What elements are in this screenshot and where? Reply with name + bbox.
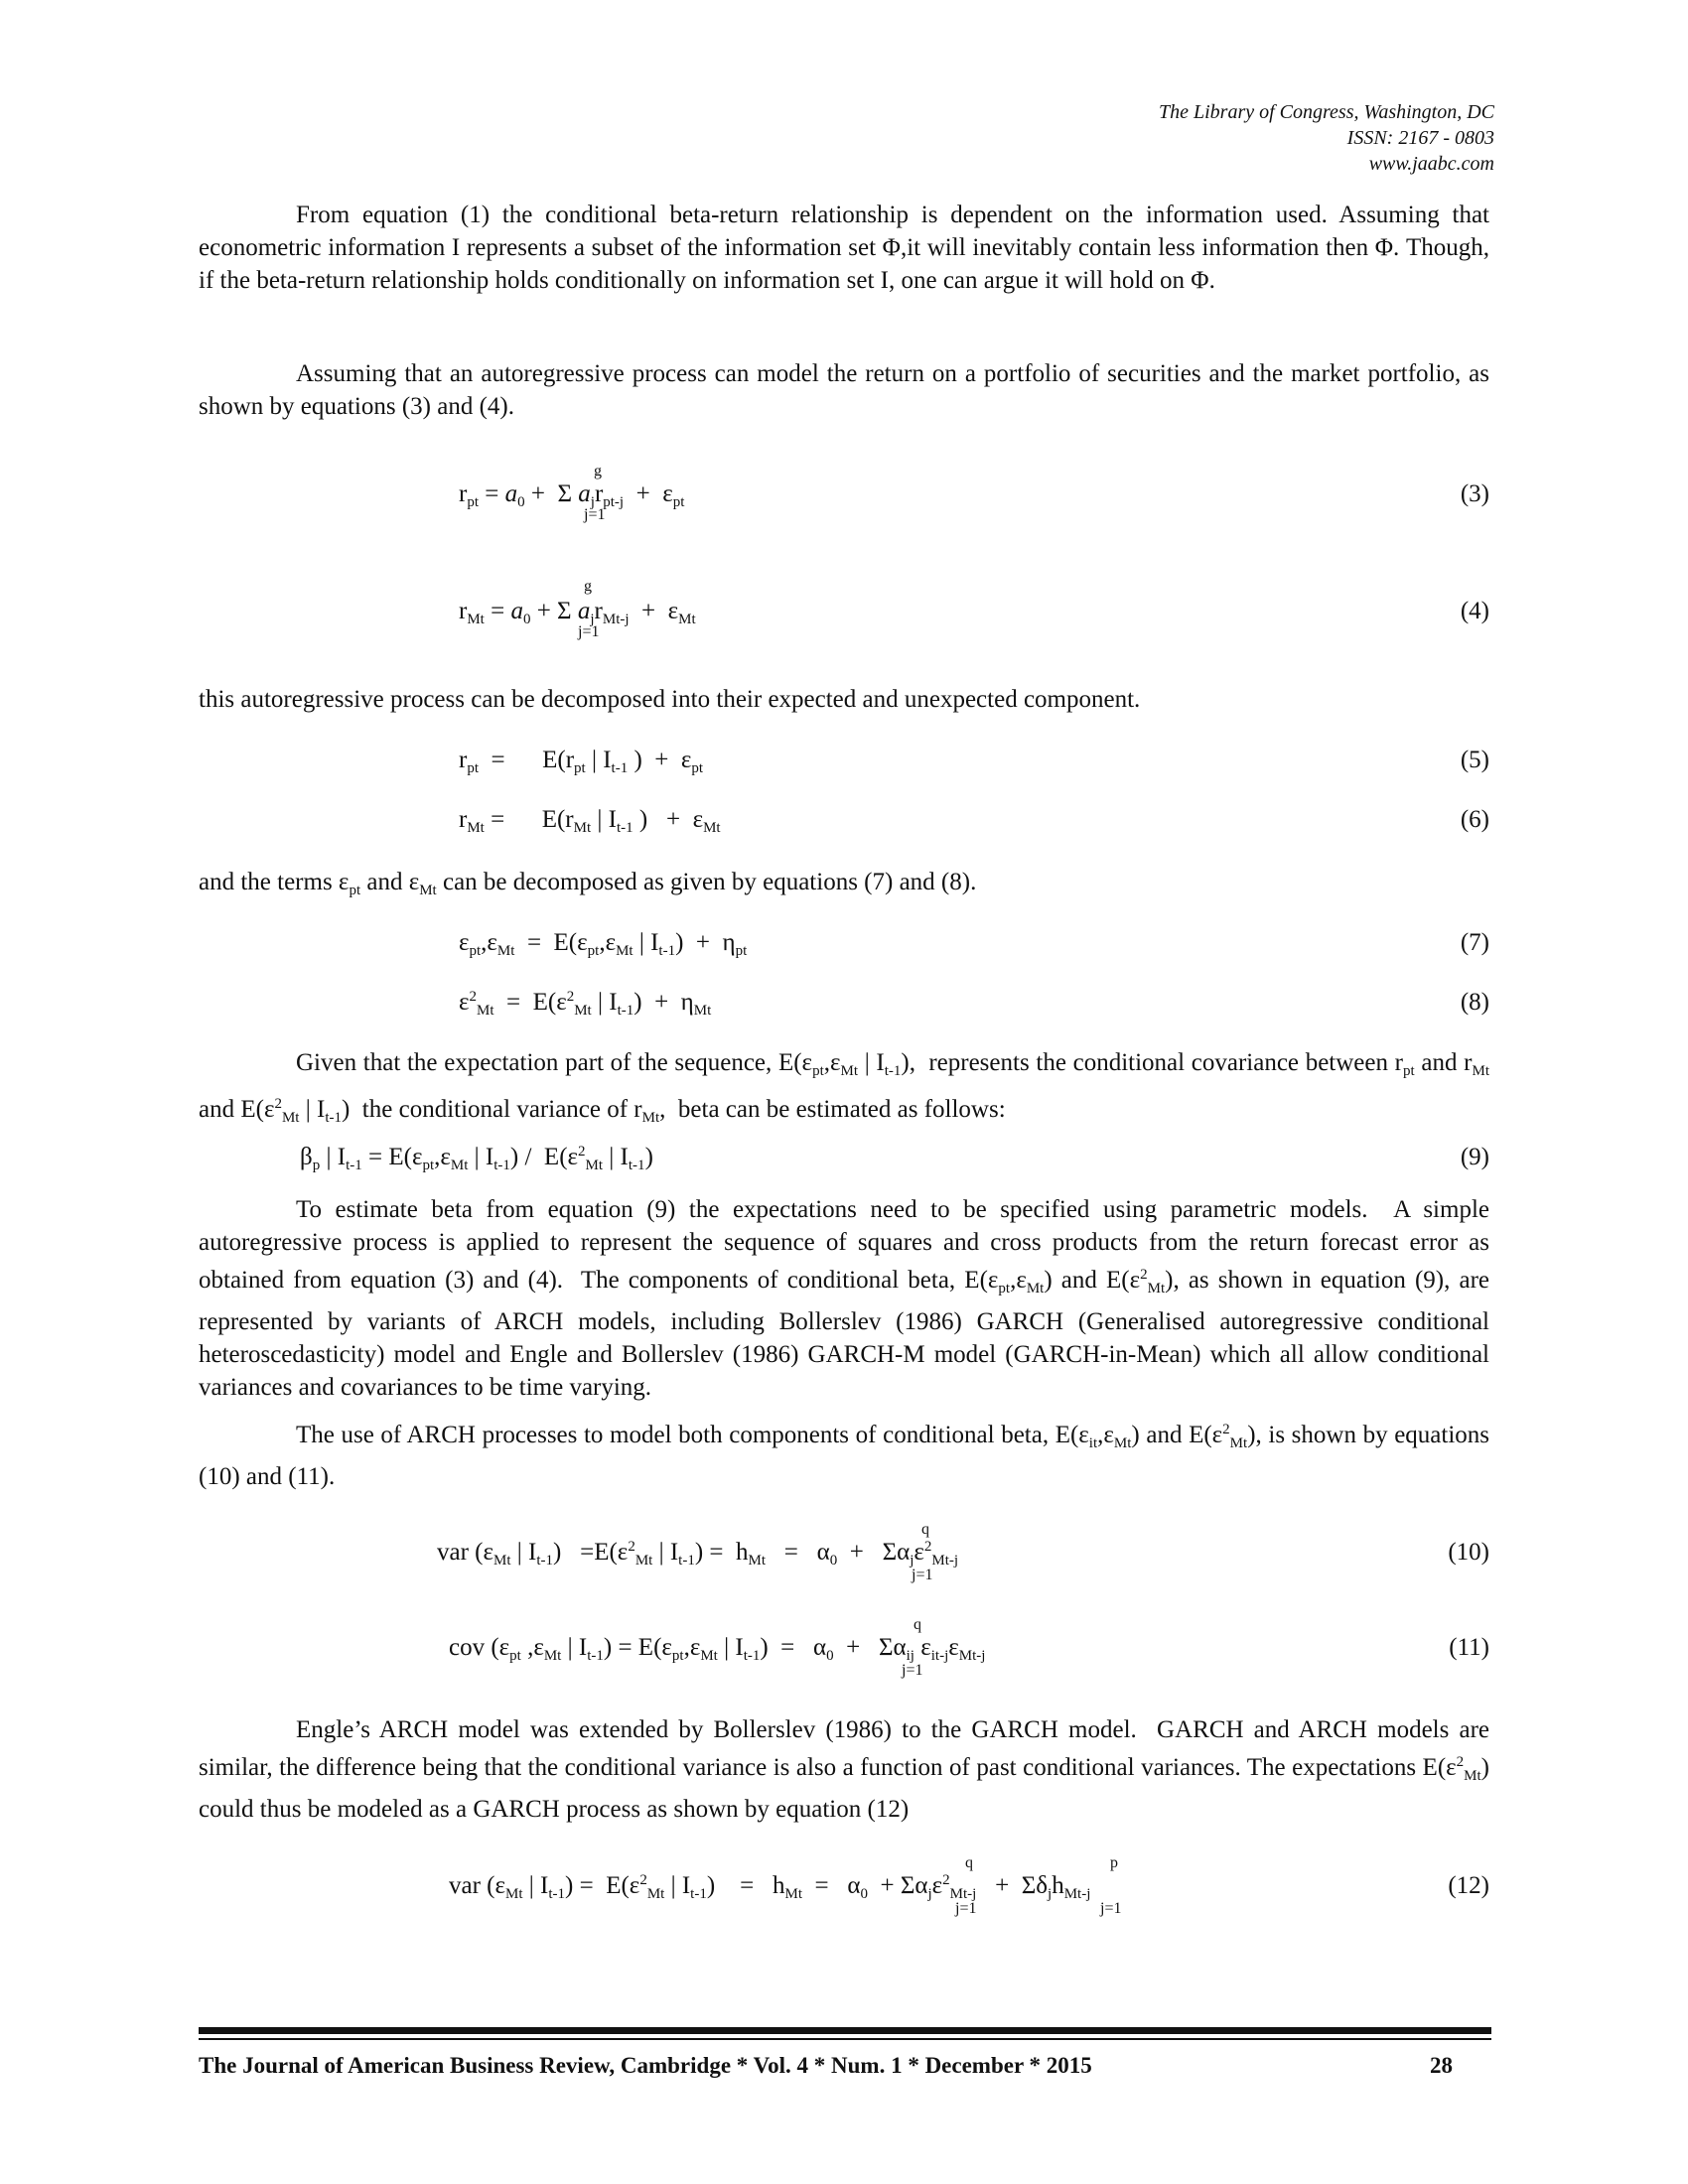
equation-8: $\varepsilon^2_{Mt} = E(\varepsilon^2_{Mt}$ | $I_{t-1}) + \eta_{Mt}$	[459, 989, 712, 1019]
equation-9: $\beta_p$ | $I_{t-1} = E(\varepsilon_{pt},\varepsilon_{Mt}$ | $I_{t-1}) / E(\varepsilon^2_{Mt}$ | $I_{t-1}$)	[300, 1144, 653, 1173]
equation-number-12: (12)	[1448, 1872, 1489, 1899]
equation-number-8: (8)	[1460, 989, 1489, 1016]
equation-7: $\varepsilon_{pt},\varepsilon_{Mt} = E(\varepsilon_{pt},\varepsilon_{Mt}$ | $I_{t-1}) + \eta_{pt}$	[459, 929, 748, 959]
equation-3: $r_{pt} = a_0 + \Sigma$ $a_jr_{pt-j} + \varepsilon_{pt}$	[459, 480, 685, 510]
eq10-lower-limit: j=1	[912, 1567, 933, 1583]
eq3-upper-limit: g	[594, 463, 602, 479]
paragraph-5: Given that the expectation part of the sequence, $E(\varepsilon_{pt},\varepsilon_{Mt}$ | $I_{t-1}$), represents the conditional covariance between $r_{pt}$ and $r_{Mt}$ and $E(\varepsilon^2_{Mt}$ | $I_{t-1}$) the conditional variance of $r_{Mt}$, beta can be estimated as follows:	[199, 1049, 1490, 1126]
paragraph-1: From equation (1) the conditional beta-return relationship is dependent on the information used. Assuming that econometric information I represents a subset of the information set Φ,it will inevitably contain less information then Φ. Though, if the beta-return relationship holds conditionally on information set I, one can argue it will hold on Φ.	[199, 202, 1489, 294]
eq12-upper-limit-p: p	[1110, 1854, 1118, 1871]
equation-number-7: (7)	[1460, 929, 1489, 956]
paragraph-7: The use of ARCH processes to model both components of conditional beta, $E(\varepsilon_{it},\varepsilon_{Mt})$ and $E(\varepsilon^2_{Mt})$, is shown by equations (10) and (11).	[199, 1422, 1490, 1490]
equation-6: $r_{Mt}$ = $E(r_{Mt}$ | $I_{t-1}$ ) + $\varepsilon_{Mt}$	[459, 806, 721, 836]
footer-journal-citation: The Journal of American Business Review, Cambridge * Vol. 4 * Num. 1 * December * 2015	[199, 2053, 1092, 2078]
equation-number-6: (6)	[1460, 806, 1489, 833]
equation-number-10: (10)	[1448, 1539, 1489, 1566]
eq12-lower-limit-q: j=1	[955, 1900, 977, 1917]
paragraph-6: To estimate beta from equation (9) the expectations need to be specified using parametric models. A simple autoregressive process is applied to represent the sequence of squares and cross products from the return forecast error as obtained from equation (3) and (4). The components of conditional beta, $E(\varepsilon_{pt},\varepsilon_{Mt})$ and $E(\varepsilon^2_{Mt})$, as shown in equation (9), are represented by variants of ARCH models, including Bollerslev (1986) GARCH (Generalised autoregressive conditional heteroscedasticity) model and Engle and Bollerslev (1986) GARCH-M model (GARCH-in-Mean) which all allow conditional variances and covariances to be time varying.	[199, 1196, 1489, 1401]
paragraph-8: Engle’s ARCH model was extended by Bollerslev (1986) to the GARCH model. GARCH and ARCH models are similar, the difference being that the conditional variance is also a function of past conditional variances. The expectations $E(\varepsilon^2_{Mt})$ could thus be modeled as a GARCH process as shown by equation (12)	[199, 1716, 1489, 1823]
footer-rule-thick	[199, 2027, 1491, 2034]
equation-11: cov ($\varepsilon_{pt}$ $,\varepsilon_{Mt}$ | $I_{t-1}) = E(\varepsilon_{pt},\varepsilon_{Mt}$ | $I_{t-1}) = \alpha_0 + \Sigma\alpha_{ij}$ $\varepsilon_{it-j}\varepsilon_{Mt-j}$	[449, 1634, 986, 1664]
header-website: www.jaabc.com	[1368, 153, 1494, 175]
equation-number-9: (9)	[1460, 1144, 1489, 1170]
page-number: 28	[1430, 2053, 1453, 2078]
equation-12: var ($\varepsilon_{Mt}$ | $I_{t-1}) = E(\varepsilon^2_{Mt}$ | $I_{t-1}$) = $h_{Mt} = \alpha_0 + \Sigma\alpha_j\varepsilon^2_{Mt-j} + \Sigma\delta_jh_{Mt-j}$	[449, 1872, 1091, 1902]
eq12-lower-limit-p: j=1	[1100, 1900, 1122, 1917]
eq10-upper-limit: q	[921, 1521, 929, 1538]
paragraph-2: Assuming that an autoregressive process can model the return on a portfolio of securities and the market portfolio, as shown by equations (3) and (4).	[199, 360, 1489, 420]
header-library: The Library of Congress, Washington, DC	[1158, 101, 1494, 123]
eq4-upper-limit: g	[584, 578, 592, 595]
equation-number-5: (5)	[1460, 747, 1489, 773]
equation-number-4: (4)	[1460, 598, 1489, 624]
header-issn: ISSN: 2167 - 0803	[1346, 127, 1494, 149]
paragraph-3: this autoregressive process can be decomposed into their expected and unexpected component.	[199, 686, 1141, 713]
paragraph-4: and the terms $\varepsilon_{pt}$ and $\varepsilon_{Mt}$ can be decomposed as given by equations (7) and (8).	[199, 869, 977, 898]
equation-4: $r_{Mt} = a_0 + \Sigma$ $a_jr_{Mt-j} + \varepsilon_{Mt}$	[459, 598, 696, 627]
equation-number-11: (11)	[1449, 1634, 1489, 1661]
eq12-upper-limit-q: q	[965, 1854, 973, 1871]
eq11-lower-limit: j=1	[902, 1662, 923, 1679]
equation-5: $r_{pt}$ = $E(r_{pt}$ | $I_{t-1}$ ) + $\varepsilon_{pt}$	[459, 747, 704, 776]
equation-10: var ($\varepsilon_{Mt}$ | $I_{t-1}) =E(\varepsilon^2_{Mt}$ | $I_{t-1}) = h_{Mt} = \alpha_0 + \Sigma\alpha_j\varepsilon^2_{Mt-j}$	[437, 1539, 959, 1569]
eq4-lower-limit: j=1	[578, 623, 600, 640]
journal-header	[1159, 99, 1494, 177]
eq11-upper-limit: q	[914, 1616, 921, 1633]
footer-rule-thin	[199, 2038, 1491, 2040]
eq3-lower-limit: j=1	[584, 506, 606, 523]
equation-number-3: (3)	[1460, 480, 1489, 507]
